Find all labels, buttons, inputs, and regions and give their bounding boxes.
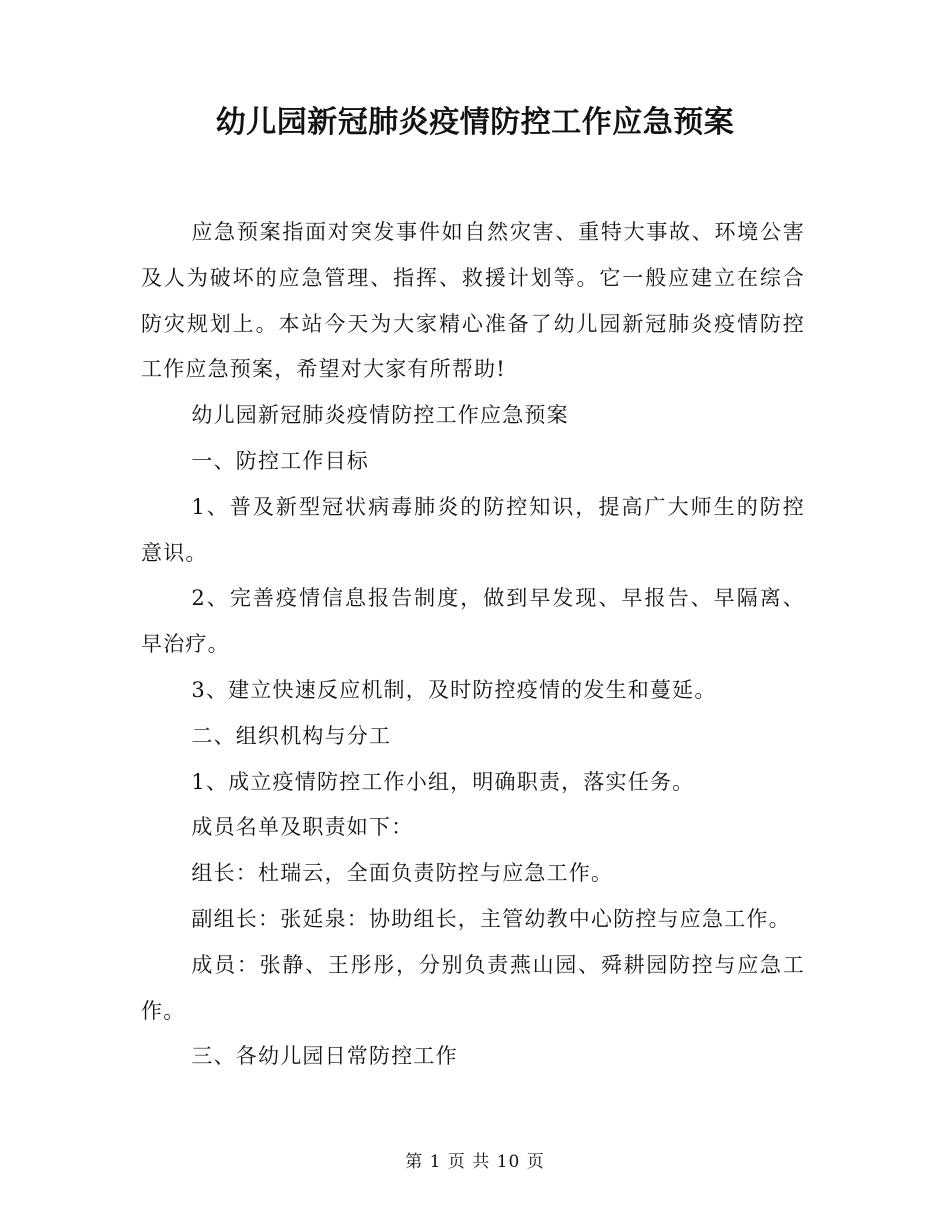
paragraph-member-list-intro: 成员名单及职责如下： (191, 815, 414, 840)
paragraph-leader: 组长：杜瑞云，全面负责防控与应急工作。 (191, 861, 614, 886)
page-number-footer: 第 1 页 共 10 页 (405, 1152, 545, 1172)
paragraph-goal-2: 2、完善疫情信息报告制度，做到早发现、早报告、早隔离、早治疗。 (141, 586, 805, 657)
paragraph-org-1: 1、成立疫情防控工作小组，明确职责，落实任务。 (191, 769, 695, 794)
paragraph-goal-3: 3、建立快速反应机制，及时防控疫情的发生和蔓延。 (191, 677, 717, 702)
paragraph-goal-1: 1、普及新型冠状病毒肺炎的防控知识，提高广大师生的防控意识。 (141, 494, 805, 565)
section-heading-3: 三、各幼儿园日常防控工作 (191, 1044, 458, 1069)
document-body (141, 210, 805, 1080)
document-title: 幼儿园新冠肺炎疫情防控工作应急预案 (215, 105, 735, 140)
paragraph-subtitle: 幼儿园新冠肺炎疫情防控工作应急预案 (191, 403, 569, 428)
paragraph-members: 成员：张静、王彤彤，分别负责燕山园、舜耕园防控与应急工作。 (141, 952, 805, 1023)
paragraph-intro: 应急预案指面对突发事件如自然灾害、重特大事故、环境公害及人为破坏的应急管理、指挥、救援计划等。它一般应建立在综合防灾规划上。本站今天为大家精心准备了幼儿园新冠肺炎疫情防控工作应急预案，希望对大家有所帮助! (141, 220, 805, 382)
section-heading-1: 一、防控工作目标 (191, 448, 369, 473)
section-heading-2: 二、组织机构与分工 (191, 723, 392, 748)
paragraph-deputy-leader: 副组长：张延泉：协助组长，主管幼教中心防控与应急工作。 (191, 906, 791, 931)
